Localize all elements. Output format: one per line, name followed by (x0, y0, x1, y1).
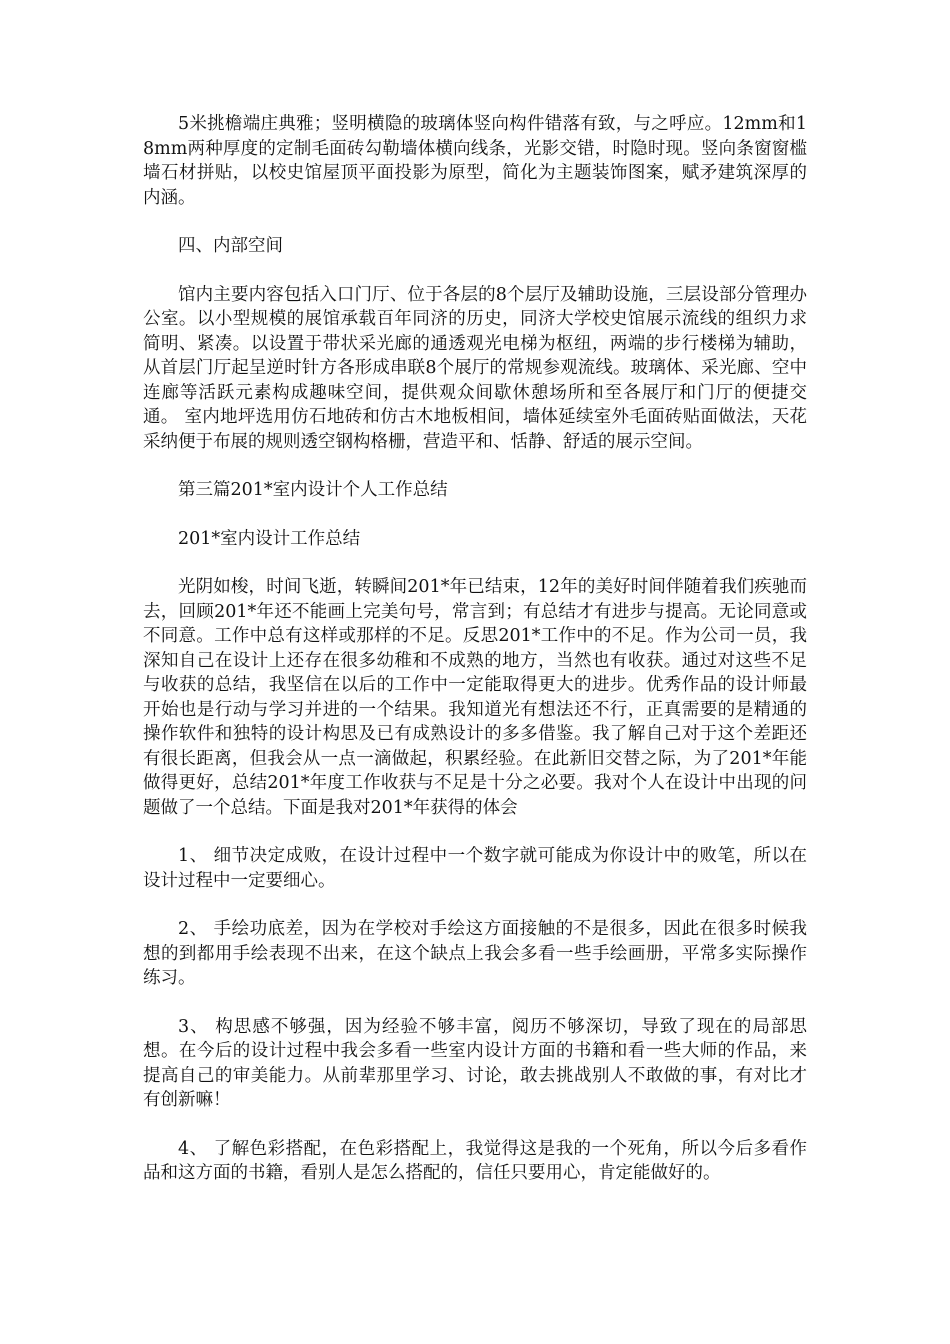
list-item-point-3: 3、 构思感不够强，因为经验不够丰富，阅历不够深切，导致了现在的局部思想。在今后的设计过程中我会多看一些室内设计方面的书籍和看一些大师的作品，来提高自己的审美能力。从前辈那里学习、讨论，敢去挑战别人不敢做的事，有对比才有创新嘛！ (143, 1016, 807, 1110)
list-item-point-4: 4、 了解色彩搭配，在色彩搭配上，我觉得这是我的一个死角，所以今后多看作品和这方面的书籍，看别人是怎么搭配的，信任只要用心，肯定能做好的。 (143, 1138, 807, 1183)
document-page (143, 112, 807, 1210)
paragraph-exterior-facade: 5米挑檐端庄典雅；竖明横隐的玻璃体竖向构件错落有致，与之呼应。12mm和18mm两种厚度的定制毛面砖勾勒墙体横向线条，光影交错，时隐时现。竖向条窗窗槛墙石材拼贴，以校史馆屋顶平面投影为原型，简化为主题装饰图案，赋矛建筑深厚的内涵。 (143, 114, 807, 208)
section-heading-interior-space: 四、内部空间 (178, 236, 283, 256)
paragraph-interior-space: 馆内主要内容包括入口门厅、位于各层的8个层厅及辅助设施，三层设部分管理办公室。以小型规模的展馆承载百年同济的历史，同济大学校史馆展示流线的组织力求简明、紧凑。以设置于带状采光廊的通透观光电梯为枢纽，两端的步行楼梯为辅助，从首层门厅起呈逆时针方各形成串联8个展厅的常规参观流线。玻璃体、采光廊、空中连廊等活跃元素构成趣味空间，提供观众间歇休憩场所和至各展厅和门厅的便捷交通。 室内地坪选用仿石地砖和仿古木地板相间，墙体延续室外毛面砖贴面做法，天花采纳便于布展的规则透空钢构格栅，营造平和、恬静、舒适的展示空间。 (143, 284, 807, 452)
list-item-point-1: 1、 细节决定成败，在设计过程中一个数字就可能成为你设计中的败笔，所以在设计过程中一定要细心。 (143, 846, 807, 891)
article-title-part-three: 第三篇201*室内设计个人工作总结 (178, 480, 448, 500)
paragraph-summary-intro: 光阴如梭，时间飞逝，转瞬间201*年已结束，12年的美好时间伴随着我们疾驰而去，回顾201*年还不能画上完美句号，常言到；有总结才有进步与提高。无论同意或不同意。工作中总有这样或那样的不足。反思201*工作中的不足。作为公司一员，我深知自己在设计上还存在很多幼稚和不成熟的地方，当然也有收获。通过对这些不足与收获的总结，我坚信在以后的工作中一定能取得更大的进步。优秀作品的设计师最开始也是行动与学习并进的一个结果。我知道光有想法还不行，正真需要的是精通的操作软件和独特的设计构思及已有成熟设计的多多借鉴。我了解自己对于这个差距还有很长距离，但我会从一点一滴做起，积累经验。在此新旧交替之际，为了201*年能做得更好，总结201*年度工作收获与不足是十分之必要。我对个人在设计中出现的问题做了一个总结。下面是我对201*年获得的体会 (143, 577, 807, 818)
list-item-point-2: 2、 手绘功底差，因为在学校对手绘这方面接触的不是很多，因此在很多时候我想的到都用手绘表现不出来，在这个缺点上我会多看一些手绘画册，平常多实际操作练习。 (143, 919, 807, 988)
article-subtitle: 201*室内设计工作总结 (178, 528, 361, 549)
